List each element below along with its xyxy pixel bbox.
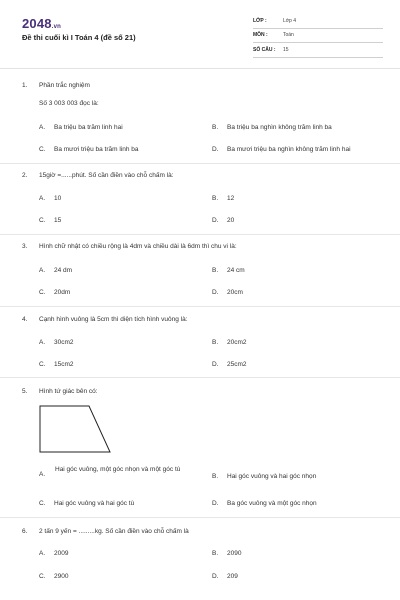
- option-text: 2009: [54, 550, 69, 557]
- exam-title: Đề thi cuối kì I Toán 4 (đề số 21): [22, 33, 136, 42]
- exam-header: [0, 0, 400, 68]
- meta-count: [253, 44, 383, 58]
- question-text: Hình chữ nhật có chiều rộng là 4dm và chiều dài là 6dm thì chu vi là:: [39, 243, 237, 250]
- option-letter: B.: [212, 267, 219, 274]
- option-text: 10: [54, 195, 62, 202]
- option-text: 24 cm: [227, 267, 245, 274]
- option-letter: D.: [212, 500, 219, 507]
- question-divider: [0, 163, 400, 164]
- option-letter: C.: [39, 289, 46, 296]
- option-d[interactable]: [212, 289, 243, 296]
- meta-subject: [253, 29, 383, 43]
- question-divider: [0, 377, 400, 378]
- option-text: 2900: [54, 573, 69, 580]
- option-letter: D.: [212, 573, 219, 580]
- option-c[interactable]: [39, 361, 74, 368]
- option-letter: B.: [212, 124, 219, 131]
- option-c[interactable]: [39, 217, 61, 224]
- option-text: 20cm: [227, 289, 243, 296]
- option-text: Ba mươi triệu ba trăm linh ba: [54, 146, 139, 153]
- option-text: 20cm2: [227, 339, 247, 346]
- option-b[interactable]: [212, 124, 332, 131]
- option-text: Hai góc vuông và hai góc nhọn: [227, 473, 317, 480]
- option-c[interactable]: [39, 289, 70, 296]
- option-text: 20: [227, 217, 235, 224]
- option-c[interactable]: [39, 500, 134, 507]
- question-number: 1.: [22, 82, 28, 89]
- option-d[interactable]: [212, 361, 247, 368]
- question-text: Cạnh hình vuông là 5cm thì diện tích hình vuông là:: [39, 316, 188, 323]
- option-letter: A.: [39, 267, 46, 274]
- option-text: 24 dm: [54, 267, 73, 274]
- option-b[interactable]: [212, 195, 234, 202]
- option-letter: B.: [212, 339, 219, 346]
- option-letter: C.: [39, 217, 46, 224]
- option-a[interactable]: [39, 267, 72, 274]
- option-letter: A.: [39, 471, 46, 478]
- question-number: 2.: [22, 172, 28, 179]
- option-c[interactable]: [39, 146, 138, 153]
- question-section-label: Phần trắc nghiệm: [39, 82, 90, 89]
- option-text: Hai góc vuông, một góc nhọn và một góc tù: [55, 466, 181, 473]
- option-b[interactable]: [212, 550, 241, 557]
- option-text: Ba triệu ba trăm linh hai: [54, 124, 123, 131]
- option-letter: A.: [39, 195, 46, 202]
- question-text: 2 tấn 9 yến = .........kg. Số cần điền vào chỗ chấm là: [39, 528, 189, 535]
- option-b[interactable]: [212, 267, 245, 274]
- question-number: 4.: [22, 316, 28, 323]
- option-letter: A.: [39, 124, 46, 131]
- option-d[interactable]: [212, 146, 351, 153]
- option-a[interactable]: [39, 195, 61, 202]
- question-number: 3.: [22, 243, 28, 250]
- logo-suffix: .vn: [51, 24, 62, 30]
- option-letter: D.: [212, 217, 219, 224]
- logo-main: 2048: [22, 16, 52, 31]
- question-text: Hình tứ giác bên có:: [39, 388, 98, 395]
- option-text: 30cm2: [54, 339, 74, 346]
- option-text: 209: [227, 573, 238, 580]
- option-letter: D.: [212, 361, 219, 368]
- option-b[interactable]: [212, 473, 316, 480]
- meta-count-key: SỐ CÂU :: [253, 47, 276, 53]
- option-text: Ba triệu ba nghìn không trăm linh ba: [227, 124, 332, 131]
- option-letter: C.: [39, 573, 46, 580]
- question-number: 6.: [22, 528, 28, 535]
- site-logo[interactable]: [22, 16, 61, 31]
- option-text: Ba mươi triệu ba nghìn không trăm linh hai: [227, 146, 351, 153]
- option-c[interactable]: [39, 573, 68, 580]
- question-text: Số 3 003 003 đọc là:: [39, 100, 99, 107]
- option-letter: B.: [212, 473, 219, 480]
- option-letter: D.: [212, 289, 219, 296]
- option-letter: C.: [39, 146, 46, 153]
- meta-class: [253, 15, 383, 29]
- option-letter: D.: [212, 146, 219, 153]
- option-d[interactable]: [212, 573, 238, 580]
- option-text: 12: [227, 195, 235, 202]
- option-a[interactable]: [39, 339, 74, 346]
- meta-count-value: 15: [283, 47, 289, 53]
- option-a[interactable]: [39, 550, 68, 557]
- quadrilateral-figure: [38, 404, 112, 454]
- meta-subject-value: Toán: [283, 32, 294, 38]
- question-divider: [0, 234, 400, 235]
- option-letter: C.: [39, 500, 46, 507]
- option-text: 25cm2: [227, 361, 247, 368]
- option-a[interactable]: [39, 124, 123, 131]
- option-b[interactable]: [212, 339, 247, 346]
- header-divider: [0, 68, 400, 69]
- option-text: 15cm2: [54, 361, 74, 368]
- option-text: Ba góc vuông và một góc nhọn: [227, 500, 317, 507]
- question-text: 15giờ =......phút. Số cần điền vào chỗ chấm là:: [39, 172, 174, 179]
- option-text: Hai góc vuông và hai góc tù: [54, 500, 135, 507]
- meta-class-key: LỚP :: [253, 18, 267, 24]
- option-letter: B.: [212, 195, 219, 202]
- option-d[interactable]: [212, 500, 317, 507]
- meta-subject-key: MÔN :: [253, 32, 268, 38]
- question-number: 5.: [22, 388, 28, 395]
- option-letter: C.: [39, 361, 46, 368]
- option-text: 2090: [227, 550, 242, 557]
- question-divider: [0, 306, 400, 307]
- option-text: 20dm: [54, 289, 71, 296]
- question-divider: [0, 517, 400, 518]
- meta-class-value: Lớp 4: [283, 18, 297, 24]
- option-letter: A.: [39, 339, 46, 346]
- option-text: 15: [54, 217, 62, 224]
- option-letter: A.: [39, 550, 46, 557]
- option-letter: B.: [212, 550, 219, 557]
- option-d[interactable]: [212, 217, 234, 224]
